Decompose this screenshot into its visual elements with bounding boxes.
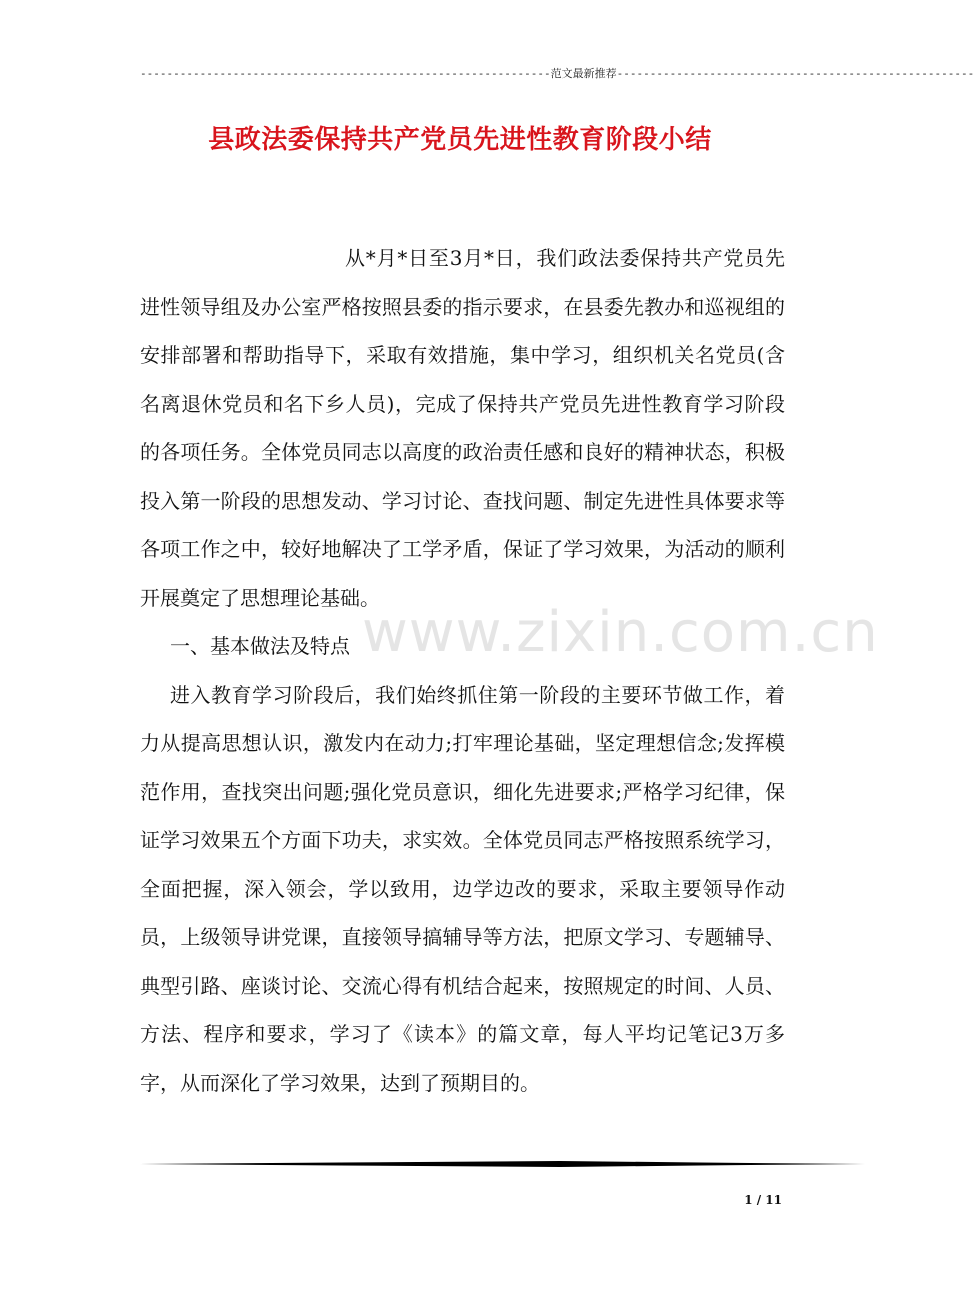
footer-divider: [140, 1154, 865, 1174]
document-body: [140, 234, 785, 1107]
page-number: 1 / 11: [744, 1193, 782, 1207]
watermark: www.zixin.com.cn: [362, 600, 879, 665]
section-heading: 一、基本做法及特点: [170, 634, 350, 658]
paragraph-intro: 从*月*日至3月*日，我们政法委保持共产党员先进性领导组及办公室严格按照县委的指示要求，在县委先教办和巡视组的安排部署和帮助指导下，采取有效措施，集中学习，组织机关名党员(含名离退休党员和名下乡人员)，完成了保持共产党员先进性教育学习阶段的各项任务。全体党员同志以高度的政治责任感和良好的精神状态，积极投入第一阶段的思想发动、学习讨论、查找问题、制定先进性具体要求等各项工作之中，较好地解决了工学矛盾，保证了学习效果，为活动的顺利开展奠定了思想理论基础。: [140, 246, 785, 610]
document-title: 县政法委保持共产党员先进性教育阶段小结: [208, 125, 712, 155]
paragraph-body: 进入教育学习阶段后，我们始终抓住第一阶段的主要环节做工作，着力从提高思想认识，激发内在动力;打牢理论基础，坚定理想信念;发挥模范作用，查找突出问题;强化党员意识，细化先进要求;严格学习纪律，保证学习效果五个方面下功夫，求实效。全体党员同志严格按照系统学习，全面把握，深入领会，学以致用，边学边改的要求，采取主要领导作动员，上级领导讲党课，直接领导搞辅导等方法，把原文学习、专题辅导、典型引路、座谈讨论、交流心得有机结合起来，按照规定的时间、人员、方法、程序和要求，学习了《读本》的篇文章，每人平均记笔记3万多字，从而深化了学习效果，达到了预期目的。: [140, 682, 785, 1095]
header-banner: --------------------------------------------------------------范文最新推荐------------------------------------------------------: [140, 67, 974, 80]
